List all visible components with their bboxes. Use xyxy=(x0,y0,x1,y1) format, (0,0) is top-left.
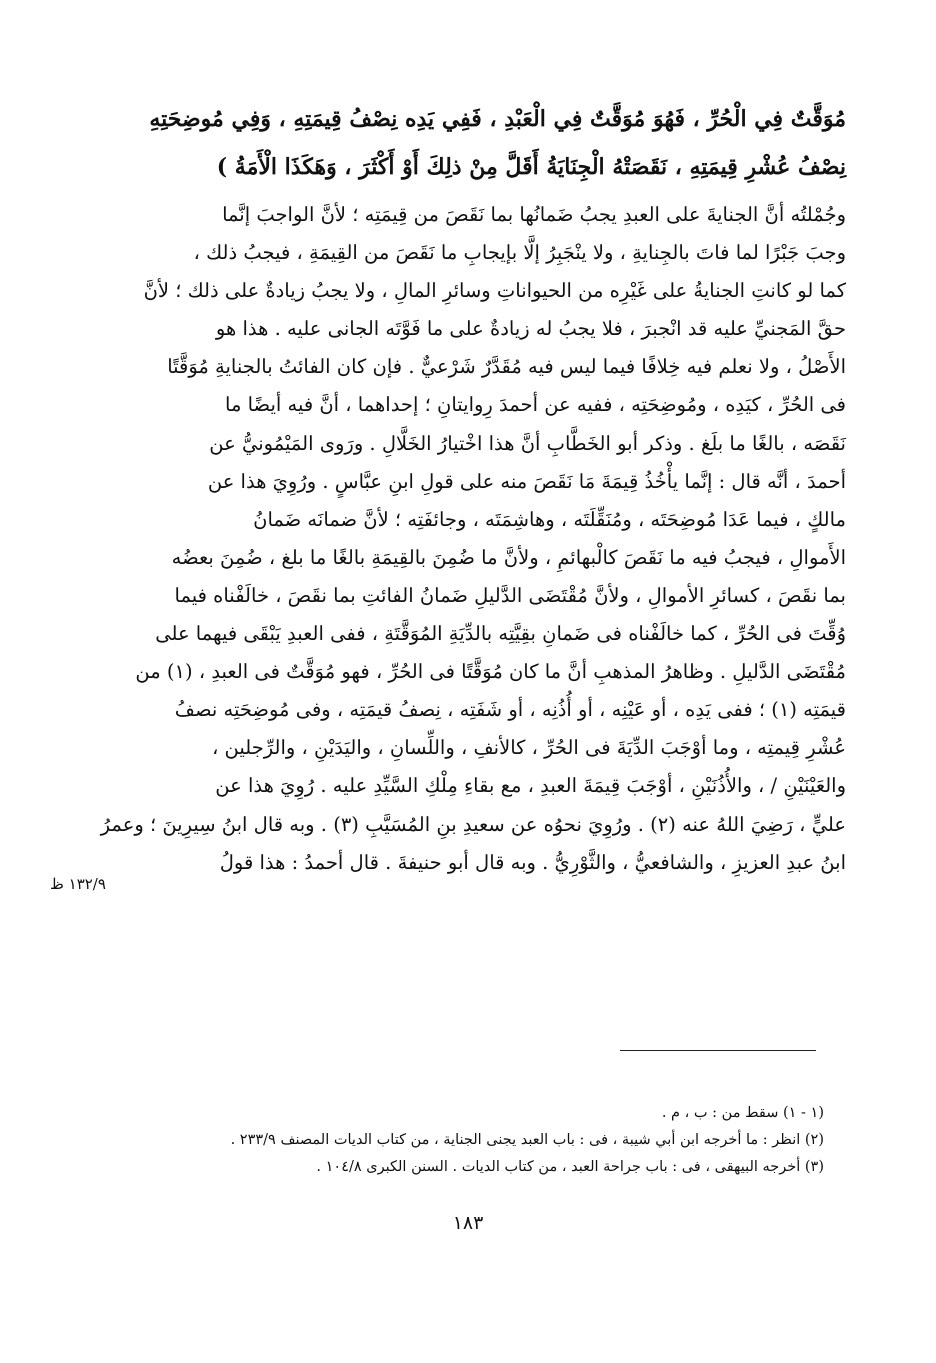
commentary-line: قيمَتِه (١) ؛ ففى يَدِه ، أو عَيْنِه ، أو أُذُنِه ، أو شَفَتِه ، نِصفُ قيمَتِه ، وفى مُوضِحَتِه نصفُ xyxy=(174,698,846,722)
commentary-line: ابنُ عبدِ العزيزِ ، والشافعيُّ ، والثَّوْرِيُّ . وبه قال أبو حنيفةَ . قال أحمدُ : هذا قولُ xyxy=(219,850,846,874)
matn-text xyxy=(146,95,846,191)
commentary-line: كما لو كانتِ الجنايةُ على غَيْرِه من الحيواناتِ وسائرِ المالِ ، ولا يجبُ زيادةٌ على ذلك ؛ لأنَّ xyxy=(143,279,846,303)
commentary-line: الأَموالِ ، فيجبُ فيه ما نَقَصَ كالْبهائمِ ، ولأنَّ ما ضُمِنَ بالقِيمَةِ بالغًا ما بلغ ، ضُمِنَ بعضُه xyxy=(171,545,846,569)
footnotes xyxy=(124,1100,824,1181)
matn-line: نِصْفُ عُشْرِ قِيمَتِهِ ، نَقَصَتْهُ الْجِنَايَةُ أَقَلَّ مِنْ ذلِكَ أَوْ أَكْثَرَ ، وَهَكَذَا الْأَمَةُ ) xyxy=(216,154,846,180)
manuscript-folio-marker: ١٣٢/٩ ظ xyxy=(50,875,106,893)
commentary-line: مالكٍ ، فيما عَدَا مُوضِحَتَه ، ومُنَقِّلَتَه ، وهاشِمَتَه ، وجائفَتِه ؛ لأنَّ ضمانَه ضَمانُ xyxy=(253,507,846,531)
commentary-line: أحمدَ ، أنَّه قال : إنَّما يأْخُذُ قِيمَةَ مَا نَقَصَ منه على قولِ ابنِ عبَّاسٍ . ورُوِيَ هذا عن xyxy=(207,469,846,493)
commentary-line: عُشْرِ قِيمتِه ، وما أوْجَبَ الدِّيَةَ فى الحُرِّ ، كالأنفِ ، واللِّسانِ ، واليَدَيْنِ ، والرِّجلين ، xyxy=(212,736,846,760)
commentary-line: عليٍّ ، رَضِيَ اللهُ عنه (٢) . ورُوِيَ نحوُه عن سعيدِ بنِ المُسَيَّبِ (٣) . وبه قال ابنُ سِيرِينَ ؛ وعمرُ xyxy=(100,812,846,836)
footnote-divider xyxy=(620,1050,816,1051)
commentary-line: نَقَصَه ، بالغًا ما بلَغ . وذكر أبو الخَطَّابِ أنَّ هذا اخْتيارُ الخَلَّالِ . ورَوى المَيْمُونيُّ عن xyxy=(209,431,846,455)
commentary-line: وجبَ جَبْرًا لما فاتَ بالجِنايةِ ، ولا ينْجَبِرُ إلَّا بإيجابِ ما نَقَصَ من القِيمَةِ ، فيجبُ ذلك ، xyxy=(193,241,846,265)
commentary-line: بما نقَصَ ، كسائرِ الأموالِ ، ولأنَّ مُقْتَضَى الدَّليلِ ضَمانُ الفائتِ بما نقَصَ ، خالَفْناه فيما xyxy=(174,583,846,607)
footnote: (٢) انظر : ما أخرجه ابن أبي شيبة ، فى : باب العبد يجنى الجناية ، من كتاب الديات المصنف ٢٣٣/٩ . xyxy=(230,1132,824,1148)
commentary-line: فى الحُرِّ ، كيَدِه ، ومُوضِحَتِه ، ففيه عن أحمدَ رِوايتانِ ؛ إحداهما ، أنَّ فيه أيضًا ما xyxy=(225,393,846,417)
commentary-line: مُقْتَضَى الدَّليلِ . وظاهرُ المذهبِ أنَّ ما كان مُوَقَّتًا فى الحُرِّ ، فهو مُوَقَّتٌ فى العبدِ ، (١) من xyxy=(135,660,846,684)
page-number: ١٨٣ xyxy=(452,1212,484,1234)
footnote: (٣) أخرجه البيهقى ، فى : باب جراحة العبد ، من كتاب الديات . السنن الكبرى ١٠٤/٨ . xyxy=(316,1159,824,1175)
commentary-line: حقَّ المَجنيِّ عليه قد انْجبرَ ، فلا يجبُ له زيادةٌ على ما فَوَّتَه الجانى عليه . هذا هو xyxy=(215,317,846,341)
commentary-line: وجُمْلتُه أنَّ الجنايةَ على العبدِ يجبُ ضَمانُها بما نَقَصَ من قِيمَتِه ؛ لأنَّ الواجبَ إنَّما xyxy=(222,203,846,226)
commentary-text xyxy=(100,196,846,882)
commentary-line: وُقِّتَ فى الحُرِّ ، كما خالَفْناه فى ضَمانِ بقِيَّتِه بالدِّيَةِ المُوَقَّتَةِ ، ففى العبدِ يَبْقَى فيهما على xyxy=(155,622,846,646)
commentary-line: الأَصْلُ ، ولا نعلم فيه خِلافًا فيما ليس فيه مُقَدَّرٌ شَرْعيٌّ . فإن كان الفائتُ بالجنايةِ مُوَقَّتًا xyxy=(167,355,846,379)
footnote: (١ - ١) سقط من : ب ، م . xyxy=(661,1105,824,1121)
commentary-line: والعَيْنَيْنِ / ، والأُذُنَيْنِ ، أوْجَبَ قِيمَةَ العبدِ ، مع بقاءِ مِلْكِ السَّيِّدِ عليه . رُوِيَ هذا عن xyxy=(215,774,846,798)
matn-line: مُوَقَّتٌ فِي الْحُرِّ ، فَهُوَ مُوَقَّتٌ فِي الْعَبْدِ ، فَفِي يَدِه نِصْفُ قِيمَتِهِ ، وَفِي مُوضِحَتِهِ xyxy=(149,106,846,132)
